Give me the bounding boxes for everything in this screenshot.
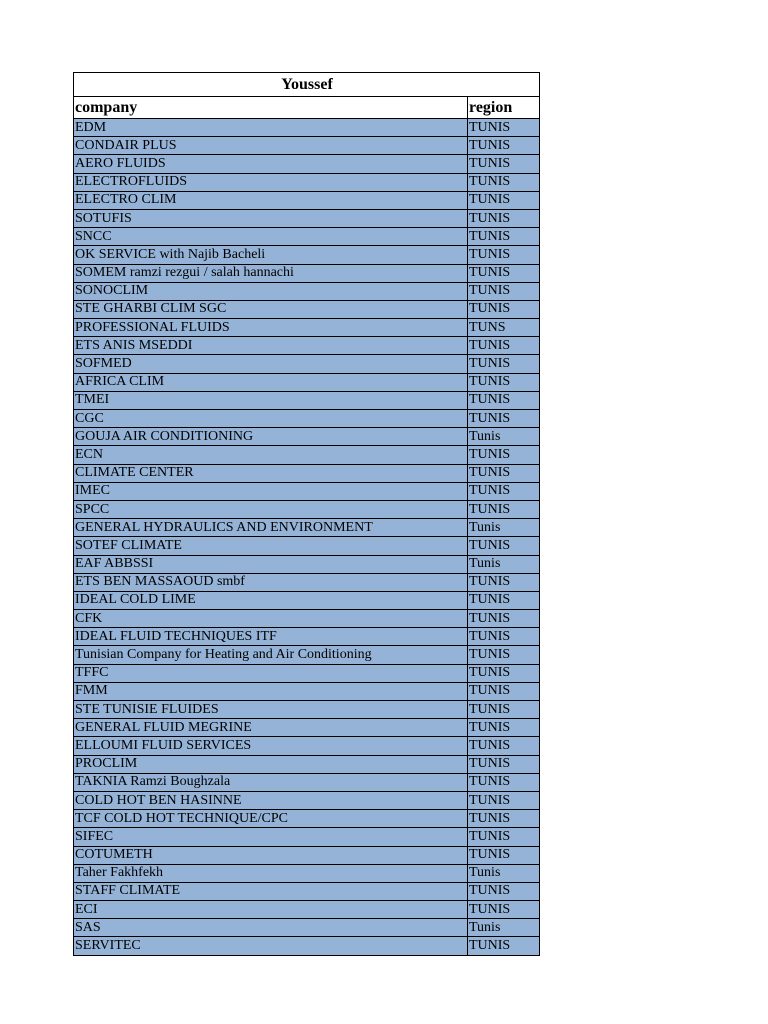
table-row	[74, 173, 540, 191]
region-cell: TUNIS	[468, 464, 540, 482]
region-cell: TUNIS	[468, 300, 540, 318]
region-cell: TUNIS	[468, 646, 540, 664]
company-cell: SOTEF CLIMATE	[74, 537, 468, 555]
region-cell: TUNIS	[468, 500, 540, 518]
region-cell: TUNIS	[468, 355, 540, 373]
company-cell: ELLOUMI FLUID SERVICES	[74, 737, 468, 755]
table-row	[74, 610, 540, 628]
region-cell: TUNIS	[468, 664, 540, 682]
region-cell: TUNIS	[468, 701, 540, 719]
company-cell: TCF COLD HOT TECHNIQUE/CPC	[74, 810, 468, 828]
table-row	[74, 519, 540, 537]
region-cell: TUNIS	[468, 846, 540, 864]
table-row	[74, 355, 540, 373]
table-row	[74, 573, 540, 591]
table-row	[74, 846, 540, 864]
table-row	[74, 228, 540, 246]
table-row	[74, 482, 540, 500]
company-cell: Taher Fakhfekh	[74, 864, 468, 882]
table-row	[74, 937, 540, 955]
region-cell: TUNIS	[468, 591, 540, 609]
title-row	[74, 73, 540, 97]
table-row	[74, 428, 540, 446]
company-cell: AERO FLUIDS	[74, 155, 468, 173]
company-column-header: company	[74, 97, 468, 119]
table-row	[74, 701, 540, 719]
table-row	[74, 319, 540, 337]
company-cell: SAS	[74, 919, 468, 937]
table-row	[74, 137, 540, 155]
company-cell: TFFC	[74, 664, 468, 682]
company-cell: PROFESSIONAL FLUIDS	[74, 319, 468, 337]
table-row	[74, 119, 540, 137]
table-row	[74, 646, 540, 664]
region-cell: Tunis	[468, 519, 540, 537]
header-row	[74, 97, 540, 119]
region-cell: TUNIS	[468, 682, 540, 700]
table-row	[74, 391, 540, 409]
company-cell: STE GHARBI CLIM SGC	[74, 300, 468, 318]
company-cell: ECI	[74, 901, 468, 919]
company-cell: PROCLIM	[74, 755, 468, 773]
table-row	[74, 664, 540, 682]
table-row	[74, 282, 540, 300]
region-cell: TUNIS	[468, 264, 540, 282]
sheet-title: Youssef	[74, 73, 540, 97]
region-cell: TUNIS	[468, 337, 540, 355]
company-cell: SONOCLIM	[74, 282, 468, 300]
table-row	[74, 864, 540, 882]
table-body	[74, 73, 540, 956]
region-cell: TUNIS	[468, 791, 540, 809]
company-cell: COLD HOT BEN HASINNE	[74, 791, 468, 809]
table-row	[74, 373, 540, 391]
region-cell: TUNIS	[468, 155, 540, 173]
company-cell: SPCC	[74, 500, 468, 518]
region-cell: TUNIS	[468, 191, 540, 209]
region-cell: TUNIS	[468, 246, 540, 264]
company-cell: TMEI	[74, 391, 468, 409]
region-cell: Tunis	[468, 555, 540, 573]
company-cell: EDM	[74, 119, 468, 137]
region-cell: TUNIS	[468, 228, 540, 246]
region-cell: TUNIS	[468, 737, 540, 755]
table-row	[74, 246, 540, 264]
company-region-table	[73, 72, 540, 956]
table-row	[74, 155, 540, 173]
company-cell: SOFMED	[74, 355, 468, 373]
region-cell: Tunis	[468, 428, 540, 446]
region-cell: TUNIS	[468, 209, 540, 227]
company-cell: IDEAL COLD LIME	[74, 591, 468, 609]
company-cell: IDEAL FLUID TECHNIQUES ITF	[74, 628, 468, 646]
region-cell: TUNIS	[468, 901, 540, 919]
company-cell: COTUMETH	[74, 846, 468, 864]
region-cell: TUNIS	[468, 373, 540, 391]
table-row	[74, 755, 540, 773]
company-cell: OK SERVICE with Najib Bacheli	[74, 246, 468, 264]
table-row	[74, 209, 540, 227]
region-cell: TUNIS	[468, 719, 540, 737]
table-row	[74, 901, 540, 919]
region-cell: TUNIS	[468, 610, 540, 628]
region-cell: TUNIS	[468, 828, 540, 846]
region-cell: TUNIS	[468, 137, 540, 155]
region-cell: TUNIS	[468, 937, 540, 955]
company-cell: EAF ABBSSI	[74, 555, 468, 573]
company-cell: SERVITEC	[74, 937, 468, 955]
region-cell: TUNIS	[468, 628, 540, 646]
table-row	[74, 882, 540, 900]
company-cell: CONDAIR PLUS	[74, 137, 468, 155]
company-cell: ETS BEN MASSAOUD smbf	[74, 573, 468, 591]
company-cell: ECN	[74, 446, 468, 464]
table-row	[74, 591, 540, 609]
region-cell: TUNIS	[468, 810, 540, 828]
company-cell: CFK	[74, 610, 468, 628]
region-cell: TUNIS	[468, 446, 540, 464]
company-cell: FMM	[74, 682, 468, 700]
company-cell: TAKNIA Ramzi Boughzala	[74, 773, 468, 791]
region-cell: TUNIS	[468, 119, 540, 137]
company-cell: GENERAL HYDRAULICS AND ENVIRONMENT	[74, 519, 468, 537]
company-cell: AFRICA CLIM	[74, 373, 468, 391]
company-cell: SIFEC	[74, 828, 468, 846]
company-cell: Tunisian Company for Heating and Air Conditioning	[74, 646, 468, 664]
region-cell: TUNIS	[468, 537, 540, 555]
company-cell: STE TUNISIE FLUIDES	[74, 701, 468, 719]
table-row	[74, 300, 540, 318]
company-cell: CLIMATE CENTER	[74, 464, 468, 482]
table-row	[74, 464, 540, 482]
region-column-header: region	[468, 97, 540, 119]
region-cell: TUNIS	[468, 482, 540, 500]
company-cell: ETS ANIS MSEDDI	[74, 337, 468, 355]
region-cell: TUNIS	[468, 173, 540, 191]
table-row	[74, 919, 540, 937]
table-row	[74, 500, 540, 518]
table-row	[74, 791, 540, 809]
table-row	[74, 810, 540, 828]
region-cell: TUNIS	[468, 755, 540, 773]
company-cell: ELECTROFLUIDS	[74, 173, 468, 191]
company-cell: ELECTRO CLIM	[74, 191, 468, 209]
company-cell: SOTUFIS	[74, 209, 468, 227]
region-cell: TUNIS	[468, 410, 540, 428]
region-cell: TUNIS	[468, 773, 540, 791]
company-cell: CGC	[74, 410, 468, 428]
table-row	[74, 737, 540, 755]
table-row	[74, 264, 540, 282]
region-cell: Tunis	[468, 919, 540, 937]
table-row	[74, 628, 540, 646]
table-row	[74, 828, 540, 846]
table-row	[74, 191, 540, 209]
table-row	[74, 682, 540, 700]
region-cell: Tunis	[468, 864, 540, 882]
region-cell: TUNS	[468, 319, 540, 337]
company-cell: GOUJA AIR CONDITIONING	[74, 428, 468, 446]
region-cell: TUNIS	[468, 391, 540, 409]
region-cell: TUNIS	[468, 573, 540, 591]
region-cell: TUNIS	[468, 882, 540, 900]
company-cell: SNCC	[74, 228, 468, 246]
company-cell: STAFF CLIMATE	[74, 882, 468, 900]
table-row	[74, 410, 540, 428]
company-cell: SOMEM ramzi rezgui / salah hannachi	[74, 264, 468, 282]
table-row	[74, 555, 540, 573]
table-row	[74, 719, 540, 737]
table-row	[74, 337, 540, 355]
table-row	[74, 773, 540, 791]
company-cell: GENERAL FLUID MEGRINE	[74, 719, 468, 737]
region-cell: TUNIS	[468, 282, 540, 300]
company-cell: IMEC	[74, 482, 468, 500]
table-row	[74, 446, 540, 464]
table-row	[74, 537, 540, 555]
